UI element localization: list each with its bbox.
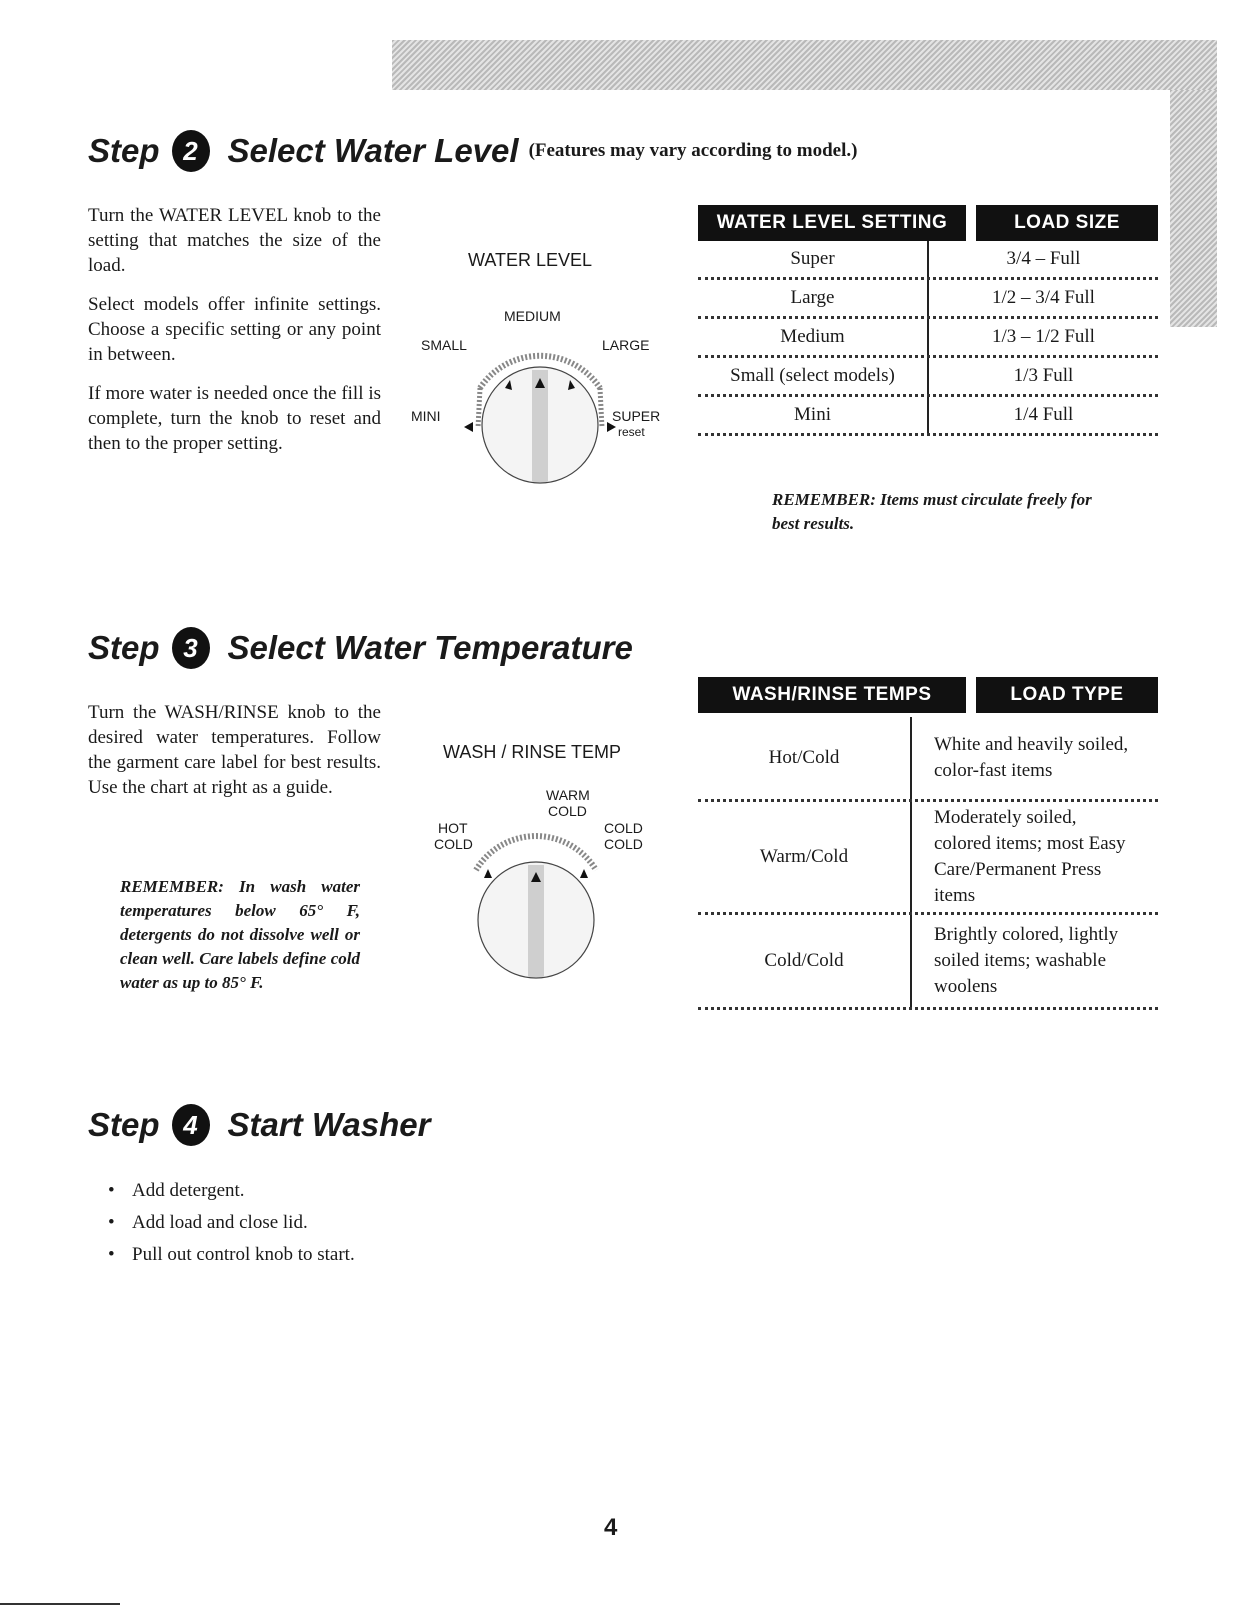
paragraph: Turn the WASH/RINSE knob to the desired water temperatures. Follow the garment care label for best results. Use the chart at right as a guide. [88,702,381,798]
water-level-table [698,205,1158,436]
list-item: • Pull out control knob to start. [108,1244,355,1266]
step3-heading [88,627,633,669]
step-number-badge: 4 [172,1104,210,1146]
dial-label-small: SMALL [421,337,467,353]
dial-label-cold: COLD [604,836,643,852]
table-cell: Large [698,280,929,316]
table-cell: 1/4 Full [1013,404,1074,425]
dial-label-cold: COLD [434,836,473,852]
page-number: 4 [604,1514,618,1541]
list-item: • Add load and close lid. [108,1212,355,1234]
dial-label-mini: MINI [411,408,441,424]
table-row [698,802,1158,915]
wash-rinse-table [698,677,1158,1010]
dial-label-cold: COLD [604,820,643,836]
decorative-header-band [392,40,1217,90]
table-header: WATER LEVEL SETTING [698,205,966,241]
step3-instructions [88,700,381,814]
table-header: LOAD TYPE [976,677,1158,713]
footer-rule [0,1603,120,1605]
knob-icon [440,330,640,490]
step-title: Select Water Temperature [227,629,633,666]
table-cell: Medium [698,319,929,355]
remember-note: REMEMBER: Items must circulate freely for best results. [772,490,1092,533]
table-cell: Warm/Cold [698,802,912,912]
dial-label-super: SUPER [612,408,661,424]
step-title: Start Washer [227,1106,431,1143]
step-number-badge: 2 [172,130,210,172]
dial-label-reset: reset [618,425,645,439]
table-cell: Small (select models) [698,358,929,394]
table-cell: Moderately soiled, colored items; most Easy Care/Permanent Press items [934,807,1126,906]
table-cell: 1/3 – 1/2 Full [992,326,1095,347]
step-note: (Features may vary according to model.) [528,140,858,161]
step2-heading [88,130,857,172]
remember-note: REMEMBER: In wash water temperatures below 65° F, detergents do not dissolve well or clean well. Care labels define cold water as up to 85° F. [120,877,360,992]
step-title: Select Water Level [227,132,519,169]
table-cell: 1/3 Full [1013,365,1074,386]
list-item: • Add detergent. [108,1180,355,1202]
step-number-badge: 3 [172,627,210,669]
dial-label-cold: COLD [548,803,587,819]
dial-label-medium: MEDIUM [504,308,561,324]
table-cell: Cold/Cold [698,915,912,1007]
dial-label-hot: HOT [438,820,468,836]
water-level-dial-diagram [400,250,690,490]
table-header: WASH/RINSE TEMPS [698,677,966,713]
table-cell: Brightly colored, lightly soiled items; washable woolens [934,924,1119,997]
table-row [698,915,1158,1010]
decorative-side-tab [1170,90,1217,327]
table-cell: 1/2 – 3/4 Full [992,287,1095,308]
knob-icon [446,820,626,980]
table-row [698,319,1158,358]
table-row [698,397,1158,436]
table-cell: Mini [698,397,929,433]
step-word: Step [88,132,160,169]
table-cell: 3/4 – Full [1006,248,1081,269]
paragraph: Turn the WATER LEVEL knob to the setting that matches the size of the load. [88,205,381,276]
step2-instructions [88,203,381,470]
table-row [698,241,1158,280]
paragraph: Select models offer infinite settings. Choose a specific setting or any point in between. [88,294,381,365]
dial-label-large: LARGE [602,337,650,353]
table-row [698,358,1158,397]
step4-bullet-list [108,1180,355,1276]
table-cell: White and heavily soiled, color-fast items [934,734,1129,781]
dial-title: WATER LEVEL [468,250,593,270]
paragraph: If more water is needed once the fill is complete, turn the knob to reset and then to the proper setting. [88,383,381,454]
step4-heading [88,1104,430,1146]
table-row [698,280,1158,319]
table-row [698,717,1158,802]
wash-rinse-dial-diagram [428,742,668,982]
table-cell: Super [698,241,929,277]
table-cell: Hot/Cold [698,717,912,799]
dial-title: WASH / RINSE TEMP [443,742,622,762]
table-header: LOAD SIZE [976,205,1158,241]
dial-label-warm: WARM [546,787,590,803]
step-word: Step [88,1106,160,1143]
step-word: Step [88,629,160,666]
